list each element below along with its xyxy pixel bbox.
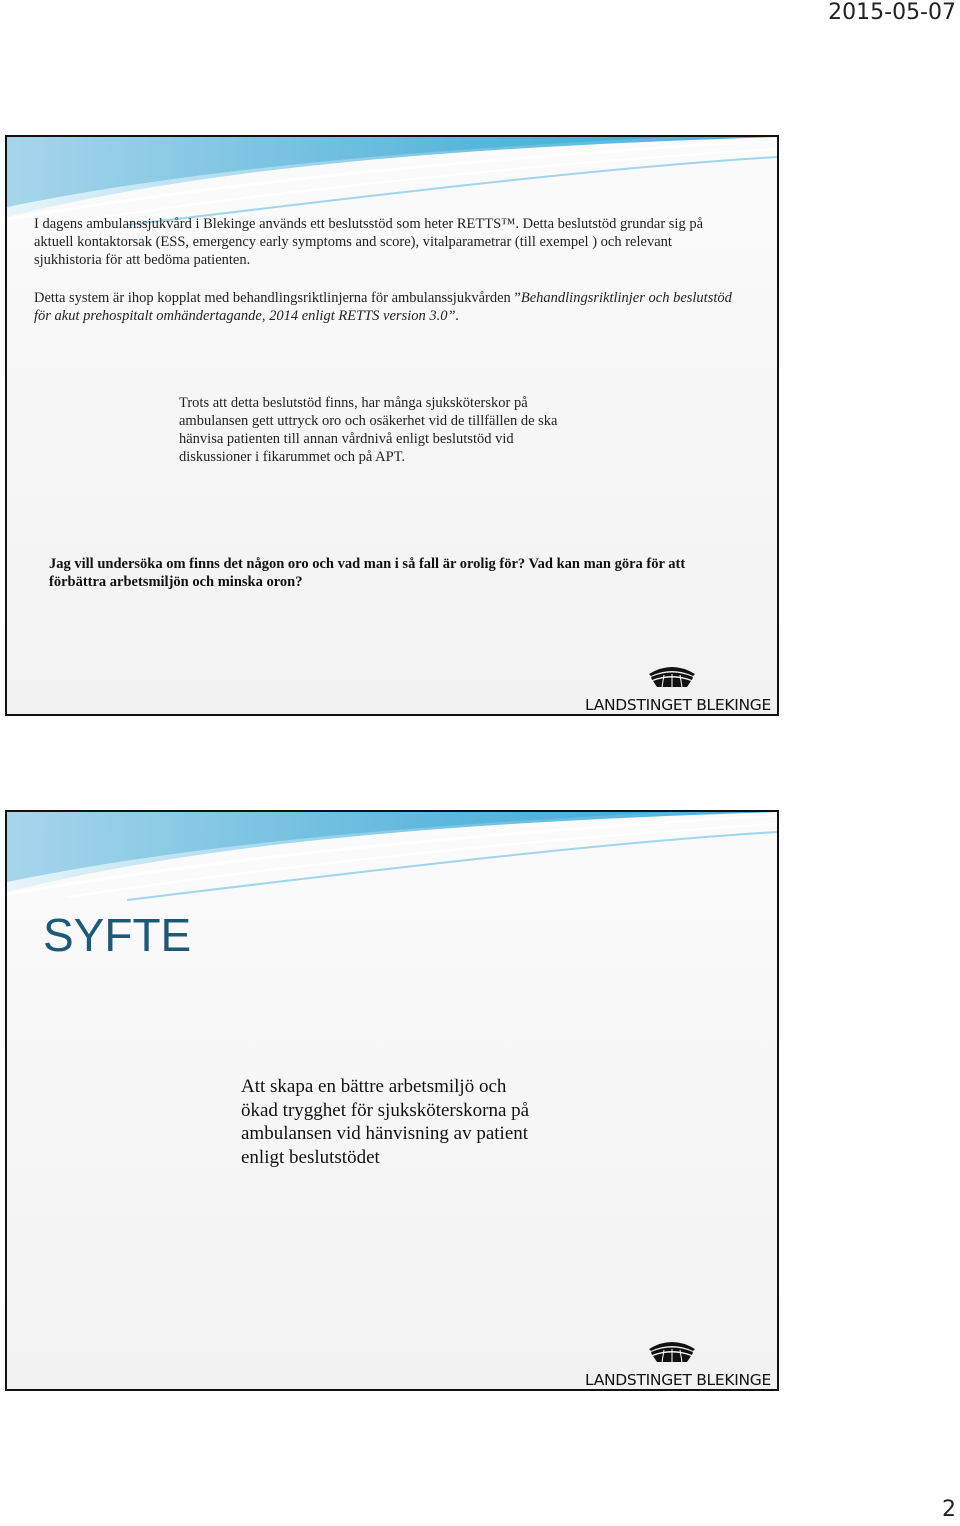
landstinget-blekinge-logo: [583, 664, 773, 714]
guidelines-paragraph: [34, 289, 734, 325]
concern-paragraph: Trots att detta beslutstöd finns, har många sjuksköterskor på ambulansen gett uttryck oro och osäkerhet vid de tillfällen de ska hänvisa patienten till annan vårdnivå enligt beslutstöd vid diskussioner i fikarummet och på APT.: [179, 395, 558, 465]
slide-2: [5, 810, 779, 1391]
slide-1: [5, 135, 779, 716]
slide-title: SYFTE: [43, 909, 192, 961]
logo-text: LANDSTINGET BLEKINGE: [585, 696, 771, 714]
intro-paragraph: I dagens ambulanssjukvård i Blekinge används ett beslutsstöd som heter RETTS™. Detta beslutstöd grundar sig på aktuell kontaktorsak (ESS, emergency early symptoms and score), vitalparametrar (till exempel ) och relevant sjukhistoria för att bedöma patienten.: [34, 216, 704, 268]
page-number: 2: [942, 1497, 956, 1522]
guidelines-text: Detta system är ihop kopplat med behandlingsriktlinjerna för ambulanssjukvården ”: [34, 290, 521, 306]
page-date: 2015-05-07: [828, 0, 956, 25]
logo-text: LANDSTINGET BLEKINGE: [585, 1371, 771, 1389]
landstinget-blekinge-logo: [583, 1339, 773, 1389]
research-question: Jag vill undersöka om finns det någon oro och vad man i så fall är orolig för? Vad kan man göra för att förbättra arbetsmiljön och minska oron?: [49, 556, 686, 590]
guidelines-title: Behandlingsriktlinjer och beslutstöd för akut prehospitalt omhändertagande, 2014 enligt RETTS version 3.0”.: [34, 290, 732, 324]
crown-icon: [647, 664, 697, 688]
swoosh-decoration: [7, 812, 777, 907]
crown-icon: [647, 1339, 697, 1363]
purpose-text: Att skapa en bättre arbetsmiljö och ökad trygghet för sjuksköterskorna på ambulansen vid hänvisning av patient enligt beslutstödet: [241, 1076, 530, 1168]
